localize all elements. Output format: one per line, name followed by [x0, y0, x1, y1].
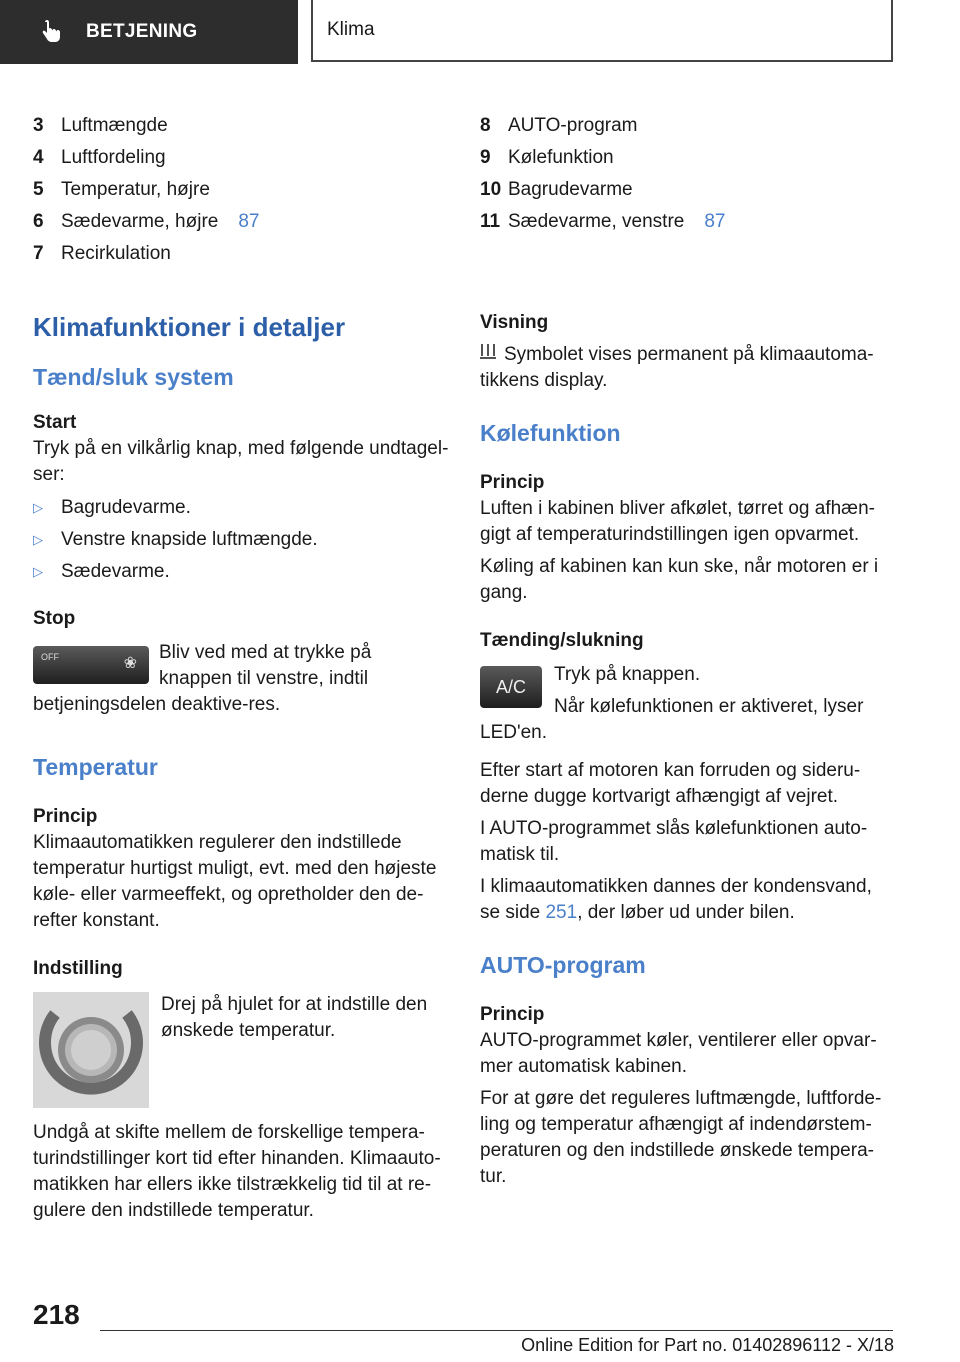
taending-text-2: Når kølefunktionen er aktiveret, lyser LED'en. — [480, 696, 864, 743]
section-heading: Klimafunktioner i detaljer — [33, 312, 346, 342]
legend-item: 3 Luftmængde — [33, 115, 168, 136]
subsection-heading: Tænd/sluk system — [33, 364, 234, 390]
page-ref-link[interactable]: 87 — [704, 211, 726, 232]
auto-program-heading: AUTO-program — [480, 952, 646, 978]
legend-right — [480, 110, 726, 238]
chapter-title: Klima — [327, 19, 375, 40]
list-item: ▷ Sædevarme. — [33, 556, 449, 588]
auto-program-text-2: For at gøre det reguleres luftmængde, luftforde-ling og temperatur afhængigt af indendørstem-peraturen og den indstillede ønskede tempera-tur. — [480, 1088, 882, 1187]
temperature-princip-text: Klimaautomatikken regulerer den indstillede temperatur hurtigst muligt, evt. med den højeste køle- eller varmeeffekt, og opretholder den de-refter konstant. — [33, 832, 437, 931]
auto-program-text-1: AUTO-programmet køler, ventilerer eller opvar-mer automatisk kabinen. — [480, 1030, 877, 1077]
fan-icon: ❀ — [123, 655, 137, 672]
legend-item: 11 Sædevarme, venstre 87 — [480, 206, 726, 238]
koele-text-2: Køling af kabinen kan kun ske, når motoren er i gang. — [480, 556, 879, 603]
stop-block — [33, 640, 449, 718]
list-item: ▷ Bagrudevarme. — [33, 492, 449, 524]
visning-heading: Visning — [480, 312, 549, 333]
taending-heading: Tænding/slukning — [480, 630, 644, 651]
chapter-header — [311, 0, 893, 62]
koelefunktion-heading: Kølefunktion — [480, 420, 621, 446]
list-item: ▷ Venstre knapside luftmængde. — [33, 524, 449, 556]
koele-text-1: Luften i kabinen bliver afkølet, tørret og afhæn-gigt af temperaturindstillingen igen opvarmet. — [480, 498, 875, 545]
hand-icon — [38, 19, 64, 45]
section-label: BETJENING — [86, 21, 198, 42]
princip-heading: Princip — [480, 472, 545, 493]
temperature-heading: Temperatur — [33, 754, 158, 780]
ac-button-image — [480, 666, 542, 708]
footer-divider — [100, 1330, 893, 1331]
edition-text: Online Edition for Part no. 01402896112 - X/18 — [521, 1335, 894, 1355]
section-tab[interactable] — [0, 0, 298, 64]
legend-item: 9 Kølefunktion — [480, 147, 614, 168]
ac-label: A/C — [495, 677, 526, 697]
temperature-wheel-image — [33, 992, 149, 1108]
kondens-text: I klimaautomatikken dannes der kondensvand, se side 251, der løber ud under bilen. — [480, 876, 872, 923]
ac-symbol-icon — [480, 342, 496, 368]
legend-left — [33, 110, 259, 270]
indstilling-heading: Indstilling — [33, 958, 123, 979]
triangle-bullet-icon: ▷ — [33, 564, 43, 579]
legend-item: 5 Temperatur, højre — [33, 179, 210, 200]
legend-item: 4 Luftfordeling — [33, 147, 166, 168]
legend-item: 6 Sædevarme, højre 87 — [33, 206, 259, 238]
legend-item: 10 Bagrudevarme — [480, 179, 633, 200]
triangle-bullet-icon: ▷ — [33, 500, 43, 515]
visning-text: Symbolet vises permanent på klimaautoma-tikkens display. — [480, 344, 874, 391]
bullet-list — [33, 492, 449, 588]
start-heading: Start — [33, 412, 77, 433]
legend-item: 7 Recirkulation — [33, 243, 171, 264]
indstilling-text: Drej på hjulet for at indstille den ønskede temperatur. — [161, 994, 428, 1041]
right-column — [480, 310, 896, 1190]
auto-text: I AUTO-programmet slås kølefunktionen auto-matisk til. — [480, 818, 868, 865]
page-number: 218 — [33, 1299, 80, 1330]
triangle-bullet-icon: ▷ — [33, 532, 43, 547]
left-column — [33, 310, 449, 1224]
taending-text-1: Tryk på knappen. — [554, 664, 701, 685]
efter-start-text: Efter start af motoren kan forruden og sideru-derne dugge kortvarigt afhængigt af vejret. — [480, 760, 861, 807]
princip-heading: Princip — [33, 806, 98, 827]
stop-text: Bliv ved med at trykke på knappen til venstre, indtil betjeningsdelen deaktive-res. — [33, 642, 372, 715]
stop-heading: Stop — [33, 608, 76, 629]
off-label: OFF — [41, 652, 59, 662]
start-text: Tryk på en vilkårlig knap, med følgende undtagel-ser: — [33, 438, 449, 485]
legend-item: 8 AUTO-program — [480, 115, 638, 136]
princip-heading: Princip — [480, 1004, 545, 1025]
dial-icon — [33, 992, 149, 1108]
page-ref-link[interactable]: 87 — [238, 211, 260, 232]
indstilling-block — [33, 992, 449, 1108]
taending-block — [480, 662, 896, 746]
off-fan-button-image — [33, 646, 149, 684]
page-ref-link[interactable]: 251 — [545, 902, 578, 923]
avoid-text: Undgå at skifte mellem de forskellige tempera-turindstillinger kort tid efter hinanden. Klimaauto-matikken har ellers ikke tilstrækkelig tid til at re-gulere den indstillede temperatur. — [33, 1122, 441, 1221]
